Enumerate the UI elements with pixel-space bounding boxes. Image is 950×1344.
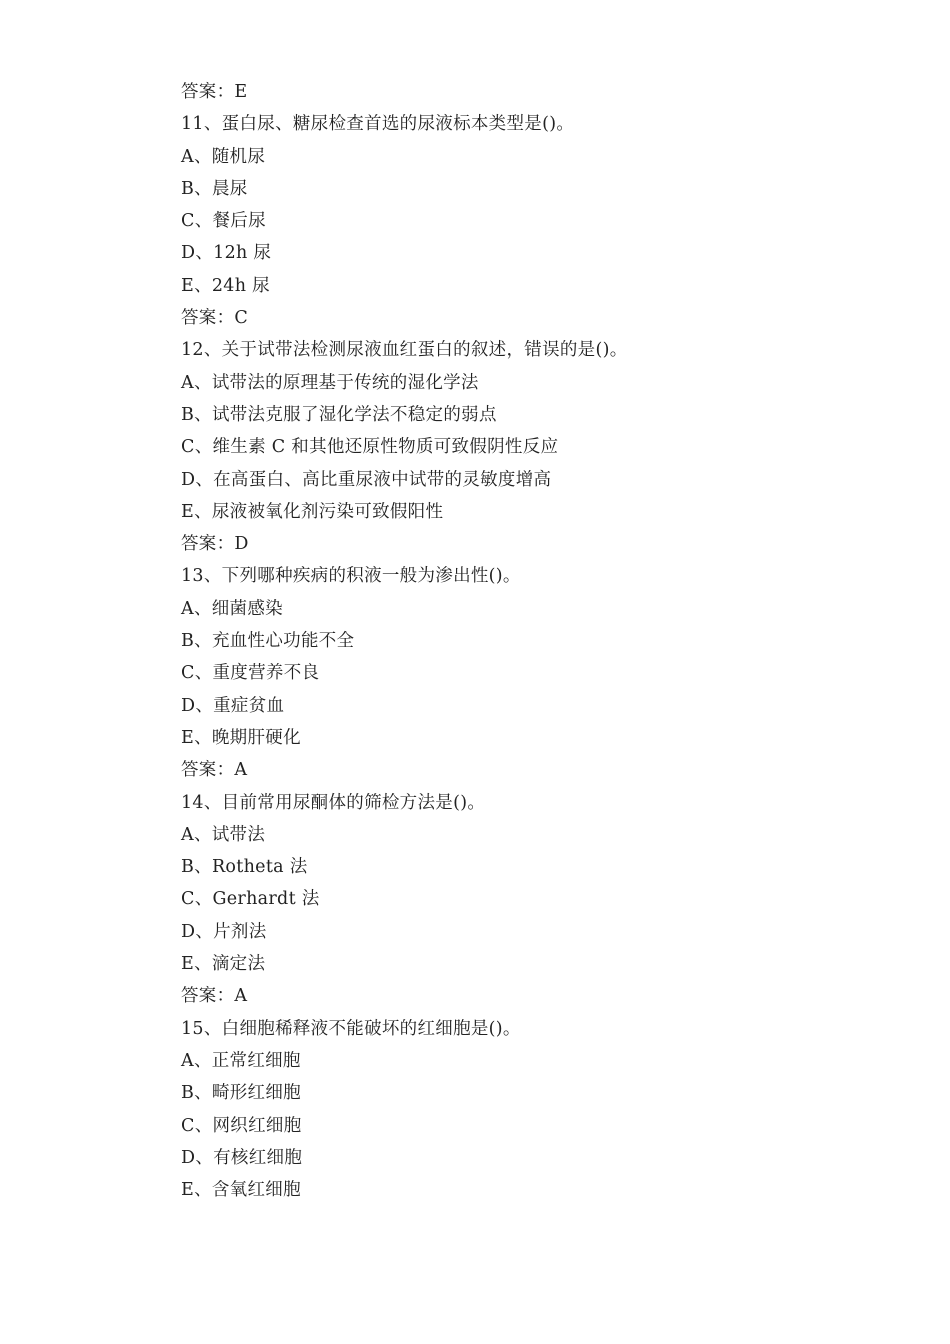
option-line: C、餐后尿	[181, 211, 266, 232]
option-line: A、随机尿	[181, 146, 266, 167]
option-line: E、24h 尿	[181, 275, 270, 296]
option-line: C、维生素 C 和其他还原性物质可致假阴性反应	[181, 437, 559, 458]
option-line: E、晚期肝硬化	[181, 727, 301, 748]
answer-line: 答案：A	[181, 986, 248, 1007]
option-line: A、细菌感染	[181, 598, 283, 619]
option-line: B、充血性心功能不全	[181, 631, 355, 652]
option-line: B、Rotheta 法	[181, 857, 308, 878]
question-11: 11、蛋白尿、糖尿检查首选的尿液标本类型是()。	[181, 114, 575, 135]
option-line: C、网织红细胞	[181, 1115, 302, 1136]
option-line: A、正常红细胞	[181, 1050, 301, 1071]
option-line: D、12h 尿	[181, 243, 272, 264]
answer-line: 答案：E	[181, 82, 248, 102]
question-14: 14、目前常用尿酮体的筛检方法是()。	[181, 792, 486, 813]
option-line: A、试带法	[181, 824, 266, 845]
option-line: D、片剂法	[181, 921, 267, 942]
answer-line: 答案：A	[181, 760, 248, 781]
option-line: D、重症贫血	[181, 695, 285, 716]
option-line: E、滴定法	[181, 954, 266, 975]
question-13: 13、下列哪种疾病的积液一般为渗出性()。	[181, 566, 521, 587]
exam-question-list	[181, 76, 821, 1206]
option-line: D、有核红细胞	[181, 1147, 303, 1168]
option-line: B、试带法克服了湿化学法不稳定的弱点	[181, 404, 497, 425]
answer-line: 答案：C	[181, 308, 249, 329]
option-line: C、重度营养不良	[181, 663, 320, 684]
option-line: D、在高蛋白、高比重尿液中试带的灵敏度增高	[181, 469, 552, 490]
option-line: B、晨尿	[181, 178, 248, 199]
option-line: A、试带法的原理基于传统的湿化学法	[181, 372, 479, 393]
option-line: B、畸形红细胞	[181, 1083, 301, 1104]
question-15: 15、白细胞稀释液不能破坏的红细胞是()。	[181, 1018, 521, 1039]
option-line: C、Gerhardt 法	[181, 889, 320, 910]
option-line: E、含氧红细胞	[181, 1180, 301, 1201]
answer-line: 答案：D	[181, 534, 249, 555]
option-line: E、尿液被氧化剂污染可致假阳性	[181, 501, 444, 522]
question-12: 12、关于试带法检测尿液血红蛋白的叙述，错误的是()。	[181, 340, 628, 361]
